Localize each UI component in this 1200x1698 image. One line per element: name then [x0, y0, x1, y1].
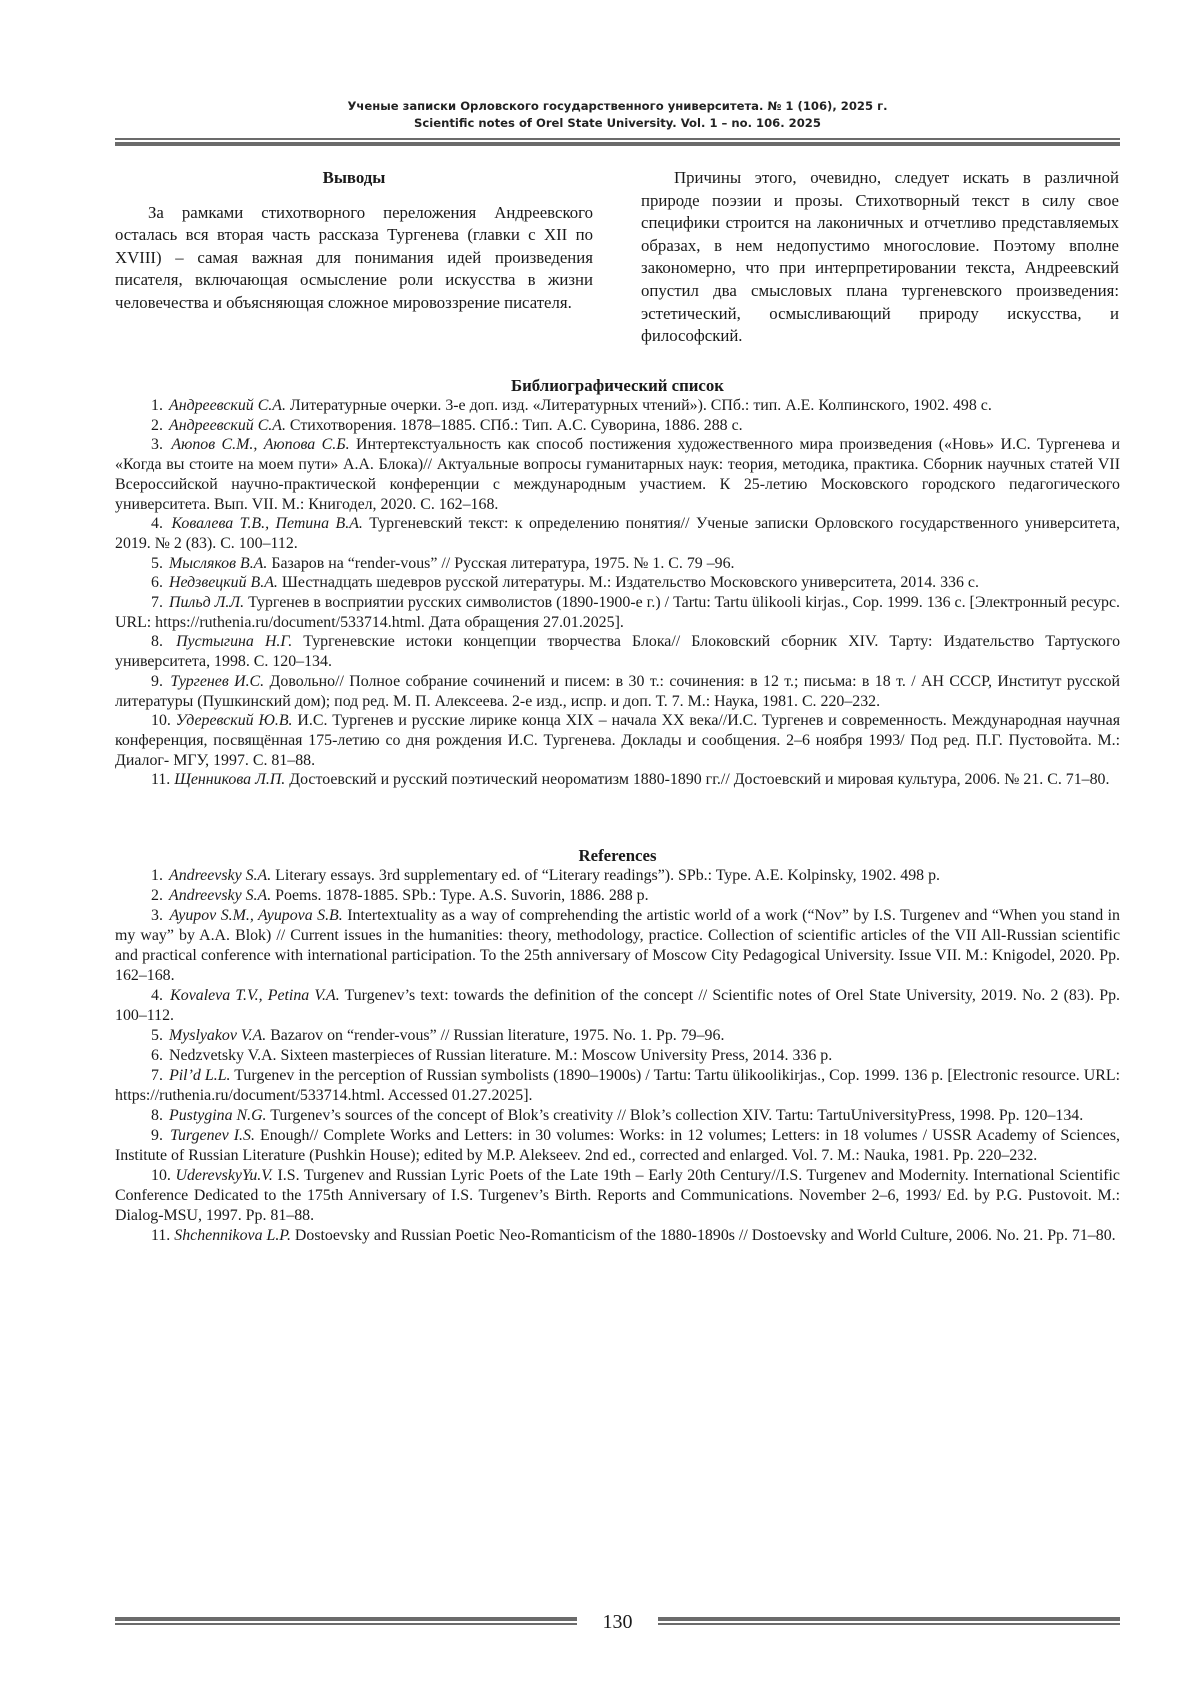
bibliography-ru-section — [115, 375, 1120, 790]
item-text: Тургенев в восприятии русских символистов (1890-1900-е г.) / Tartu: Tartu ülikooli kirjas., Cop. 1999. 136 с. [Электронный ресурс. URL: https://ruthenia.ru/document/533714.html. Дата обращения 27.01.2025]. — [115, 594, 1120, 631]
reference-item — [115, 986, 1120, 1026]
item-author: Andreevsky S.A. — [168, 887, 272, 904]
item-author: Тургенев И.С. — [170, 672, 265, 690]
reference-item — [115, 1106, 1120, 1126]
item-text: Стихотворения. 1878–1885. СПб.: Тип. А.С. Суворина, 1886. 288 с. — [285, 416, 743, 434]
item-number: 4. — [151, 515, 163, 533]
bibliography-item — [115, 770, 1120, 790]
item-author: Пильд Л.Л. — [169, 594, 245, 612]
footer-rule-right — [658, 1617, 1120, 1625]
item-number: 2. — [151, 416, 163, 434]
item-author: UderevskyYu.V. — [175, 1167, 273, 1184]
conclusions-right-column — [641, 167, 1119, 348]
item-number: 5. — [151, 1027, 163, 1044]
item-text: Тургеневский текст: к определению понятия// Ученые записки Орловского государственного университета, 2019. № 2 (83). С. 100–112. — [115, 515, 1120, 552]
page-number: 130 — [602, 1611, 633, 1633]
bibliography-item — [115, 711, 1120, 770]
conclusions-heading: Выводы — [322, 168, 386, 187]
item-text: Тургеневские истоки концепции творчества Блока// Блоковский сборник XIV. Тарту: Издательство Тартуского университета, 1998. С. 120–134. — [115, 633, 1121, 671]
item-author: Ayupov S.M., Ayupova S.B. — [169, 907, 343, 924]
item-number: 6. — [151, 574, 163, 592]
reference-item — [115, 906, 1120, 986]
reference-item — [115, 1046, 1120, 1066]
item-author: Ковалева Т.В., Петина В.А. — [171, 515, 363, 533]
item-text: Intertextuality as a way of comprehending the artistic world of a work (“Nov” by I.S. Turgenev and “When you stand in my way” by A.A. Blok) // Current issues in the humanities: theory, methodology, practice. Collection of scientific articles of the VII All-Russian scientific and practical conference with international participation. To the 25th anniversary of Moscow City Pedagogical University. Issue VII. M.: Knigodel, 2020. Pp. 162–168. — [115, 907, 1120, 984]
item-author: Андреевский С.А. — [168, 416, 286, 434]
item-number: 11. — [151, 1227, 171, 1244]
item-number: 10. — [151, 712, 171, 730]
item-number: 5. — [151, 554, 163, 572]
item-text: I.S. Turgenev and Russian Lyric Poets of the Late 19th – Early 20th Century//I.S. Turgenev and Modernity. International Scientific Conference Dedicated to the 175th Anniversary of I.S. Turgenev’s Birth. Reports and Communications. November 2–6, 1993/ Ed. by P.G. Pustovoit. M.: Dialog-MSU, 1997. Pp. 81–88. — [115, 1167, 1120, 1224]
item-text: И.С. Тургенев и русские лирике конца XIX – начала XX века//И.С. Тургенев и современность. Международная научная конференция, посвящённая 175-летию со дня рождения И.С. Тургенева. Доклады и сообщения. 2–6 ноября 1993/ Под ред. П.Г. Пустовойта. М.: Диалог- МГУ, 1997. С. 81–88. — [115, 712, 1121, 769]
page-footer — [115, 1611, 1120, 1637]
item-number: 10. — [151, 1167, 171, 1184]
item-author: Андреевский С.А. — [168, 397, 286, 414]
item-text: Bazarov on “render-vous” // Russian literature, 1975. No. 1. Pp. 79–96. — [266, 1027, 725, 1044]
item-text: Интертекстуальность как способ постижения художественного мира произведения («Новь» И.С. Тургенева и «Когда вы стоите на моем пути» А.А. Блока)// Актуальные вопросы гуманитарных наук: теория, методика, практика. Сборник научных статей VII Всероссийской научно-практической конференции с международным участием. К 25-летию Московского городского педагогического университета. Вып. VII. М.: Книгодел, 2020. С. 162–168. — [115, 436, 1120, 513]
references-en-section — [115, 845, 1120, 1246]
item-number: 3. — [151, 436, 163, 454]
item-text: Dostoevsky and Russian Poetic Neo-Romanticism of the 1880-1890s // Dostoevsky and World Culture, 2006. No. 21. Pp. 71–80. — [290, 1227, 1116, 1244]
references-en-heading: References — [578, 846, 657, 865]
reference-item — [115, 1066, 1120, 1106]
item-author: Удеревский Ю.В. — [175, 712, 293, 730]
reference-item — [115, 886, 1120, 906]
bibliography-item — [115, 514, 1120, 553]
item-author: Мысляков В.А. — [168, 554, 268, 572]
item-text: Poems. 1878-1885. SPb.: Type. A.S. Suvorin, 1886. 288 p. — [271, 887, 649, 904]
conclusions-left-column — [115, 167, 593, 315]
bibliography-item — [115, 435, 1120, 514]
item-text: Достоевский и русский поэтический неороматизм 1880-1890 гг.// Достоевский и мировая культура, 2006. № 21. С. 71–80. — [285, 771, 1110, 789]
item-number: 9. — [151, 1127, 163, 1144]
item-number: 8. — [151, 1107, 163, 1124]
item-number: 9. — [151, 672, 163, 690]
item-number: 6. — [151, 1047, 163, 1064]
item-text: Turgenev in the perception of Russian symbolists (1890–1900s) / Tartu: Tartu ülikoolikirjas., Cop. 1999. 136 p. [Electronic resource. URL: https://ruthenia.ru/document/533714.html. Accessed 01.27.2025]. — [115, 1067, 1120, 1104]
bibliography-item — [115, 672, 1120, 711]
reference-item — [115, 1026, 1120, 1046]
footer-rule-left — [115, 1617, 577, 1625]
reference-item — [115, 1226, 1120, 1246]
item-author: Turgenev I.S. — [170, 1127, 255, 1144]
item-number: 1. — [151, 867, 163, 884]
item-text: Nedzvetsky V.A. Sixteen masterpieces of Russian literature. M.: Moscow University Press, 2014. 336 p. — [168, 1047, 833, 1064]
item-number: 3. — [151, 907, 163, 924]
header-rule — [115, 138, 1120, 146]
bibliography-item — [115, 573, 1120, 593]
bibliography-item — [115, 396, 1120, 416]
item-number: 2. — [151, 887, 163, 904]
item-author: Kovaleva T.V., Petina V.A. — [170, 987, 340, 1004]
item-author: Pustygina N.G. — [168, 1107, 267, 1124]
item-author: Shchennikova L.P. — [174, 1227, 291, 1244]
item-author: Pil’d L.L. — [169, 1067, 231, 1084]
item-text: Literary essays. 3rd supplementary ed. of “Literary readings”). SPb.: Type. A.E. Kolpinsky, 1902. 498 p. — [271, 867, 941, 884]
references-en-list — [115, 866, 1120, 1246]
reference-item — [115, 1166, 1120, 1226]
reference-item — [115, 1126, 1120, 1166]
bibliography-item — [115, 416, 1120, 436]
item-text: Базаров на “render-vous” // Русская литература, 1975. № 1. С. 79 –96. — [267, 554, 735, 572]
journal-title-en: Scientific notes of Orel State University. Vol. 1 – no. 106. 2025 — [414, 116, 821, 130]
bibliography-ru-heading: Библиографический список — [511, 376, 724, 395]
item-author: Andreevsky S.A. — [168, 867, 272, 884]
item-text: Turgenev’s sources of the concept of Blok’s creativity // Blok’s collection XIV. Tartu: TartuUniversityPress, 1998. Pp. 120–134. — [266, 1107, 1084, 1124]
item-author: Щенникова Л.П. — [174, 771, 286, 789]
running-header — [115, 98, 1120, 132]
conclusions-paragraph-right: Причины этого, очевидно, следует искать в различной природе поэзии и прозы. Стихотворный текст в силу свое специфики строится на лаконичных и отчетливо представляемых образах, в нем недопустимо многословие. Поэтому вполне закономерно, что при интерпретировании текста, Андреевский опустил два смысловых плана тургеневского произведения: эстетический, осмысливающий природу искусства, и философский. — [641, 168, 1119, 346]
reference-item — [115, 866, 1120, 886]
item-number: 11. — [151, 771, 171, 789]
journal-title-ru: Ученые записки Орловского государственного университета. № 1 (106), 2025 г. — [347, 99, 888, 113]
item-author: Недзвецкий В.А. — [168, 574, 278, 592]
item-text: Шестнадцать шедевров русской литературы. М.: Издательство Московского университета, 2014. 336 с. — [277, 574, 979, 592]
item-text: Довольно// Полное собрание сочинений и писем: в 30 т.: сочинения: в 12 т.; письма: в 18 т. / АН СССР, Институт русской литературы (Пушкинский дом); под ред. М. П. Алексеева. 2-е изд., испр. и доп. Т. 7. М.: Наука, 1981. С. 220–232. — [115, 672, 1120, 710]
item-number: 8. — [151, 633, 163, 651]
item-author: Myslyakov V.A. — [168, 1027, 267, 1044]
item-text: Литературные очерки. 3-е доп. изд. «Литературных чтений»). СПб.: тип. А.Е. Колпинского, 1902. 498 с. — [285, 397, 992, 414]
item-number: 1. — [151, 397, 163, 414]
bibliography-item — [115, 632, 1120, 671]
item-number: 4. — [151, 987, 163, 1004]
bibliography-item — [115, 554, 1120, 574]
item-number: 7. — [151, 594, 163, 612]
bibliography-ru-list — [115, 396, 1120, 790]
bibliography-item — [115, 593, 1120, 632]
item-author: Пустыгина Н.Г. — [176, 633, 293, 651]
item-text: Enough// Complete Works and Letters: in 30 volumes: Works: in 12 volumes; Letters: in 18 volumes / USSR Academy of Sciences, Institute of Russian Literature (Pushkin House); edited by M.P. Alekseev. 2nd ed., corrected and enlarged. Vol. 7. M.: Nauka, 1981. Pp. 220–232. — [115, 1127, 1120, 1164]
conclusions-paragraph-left: За рамками стихотворного переложения Андреевского осталась вся вторая часть рассказа Тургенева (главки с XII по XVIII) – самая важная для понимания идей произведения писателя, включающая осмысление роли искусства в жизни человечества и объясняющая сложное мировоззрение писателя. — [115, 202, 593, 312]
item-text: Turgenev’s text: towards the definition of the concept // Scientific notes of Orel State University, 2019. No. 2 (83). Pp. 100–112. — [115, 987, 1120, 1024]
item-number: 7. — [151, 1067, 163, 1084]
item-author: Аюпов С.М., Аюпова С.Б. — [171, 436, 350, 454]
